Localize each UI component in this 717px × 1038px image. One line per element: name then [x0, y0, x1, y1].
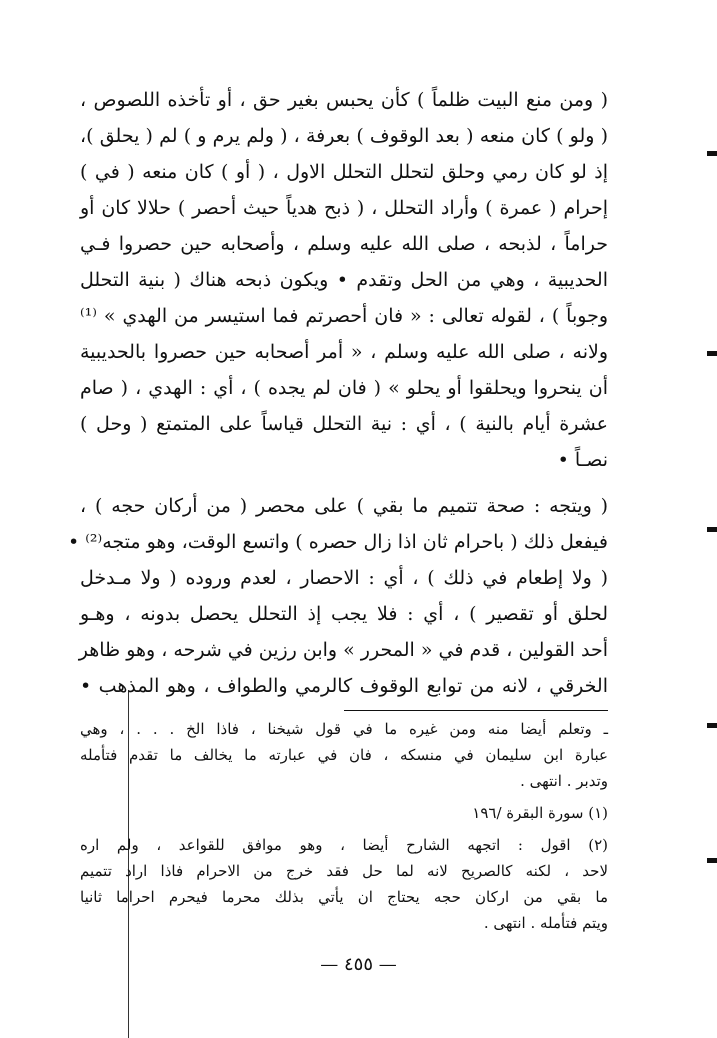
footnote-line: عبارة ابن سليمان في منسكه ، فان في عبارته ما يخالف ما تقدم فتأمله [80, 746, 608, 764]
text-line: الحديبية ، وهي من الحل وتقدم • ويكون ذبحه هناك ( بنية التحلل [80, 269, 608, 291]
margin-tab-mark [707, 151, 717, 156]
text-line: وجوباً ) ، لقوله تعالى : « فان أحصرتم فما استيسر من الهدي » ⁽¹⁾ [80, 305, 608, 327]
text-line: ( ولو ) كان منعه ( بعد الوقوف ) بعرفة ، ( ولم يرم و ) لم ( يحلق )، [80, 125, 608, 147]
page-number: — ٤٥٥ — [320, 954, 397, 975]
footnote-2-line: ما بقي من اركان حجه يحتاج ان يأتي بذلك محرما فيحرم احراما ثانيا [80, 888, 608, 906]
text-line: ( ويتجه : صحة تتميم ما بقي ) على محصر ( من أركان حجه ) ، [80, 495, 608, 517]
text-line: أحد القولين ، قدم في « المحرر » وابن رزين في شرحه ، وهو ظاهر [78, 639, 608, 661]
text-line: الخرقي ، لانه من توابع الوقوف كالرمي والطواف ، وهو المذهب • [80, 675, 608, 697]
margin-tab-mark [707, 858, 717, 863]
footnote-line: ـ وتعلم أيضا منه ومن غيره ما في قول شيخنا ، فاذا الخ . . . ، وهي [80, 720, 608, 738]
text-line: ( ولا إطعام في ذلك ) ، أي : الاحصار ، لعدم وروده ( ولا مـدخل [80, 567, 608, 589]
footnote-2-line: ويتم فتأمله . انتهى . [483, 914, 608, 932]
text-line: لحلق أو تقصير ) ، أي : فلا يجب إذ التحلل يحصل بدونه ، وهـو [80, 603, 608, 625]
text-line: ( ومن منع البيت ظلماً ) كأن يحبس بغير حق ، أو تأخذه اللصوص ، [80, 89, 608, 111]
footnote-separator [344, 710, 608, 711]
margin-tab-mark [707, 527, 717, 532]
text-line: ولانه ، صلى الله عليه وسلم ، « أمر أصحابه حين حصروا بالحديبية [80, 341, 608, 363]
footnote-1: (١) سورة البقرة /١٩٦ [472, 804, 608, 822]
footnote-line: وتدبر . انتهى . [520, 772, 608, 790]
text-line: حراماً ، لذبحه ، صلى الله عليه وسلم ، وأصحابه حين حصروا فـي [80, 233, 608, 255]
margin-tab-mark [707, 723, 717, 728]
footnote-2-line: لاحد ، لكنه كالصريح لانه لما حل فقد خرج من الاحرام فاذا اراد تتميم [80, 862, 609, 880]
margin-tab-mark [707, 351, 717, 356]
main-text-body [67, 82, 608, 704]
footnotes-section [80, 716, 608, 936]
text-line: إذ لو كان رمي وحلق لتحلل التحلل الاول ، ( أو ) كان منعه ( في ) [80, 161, 608, 183]
text-line: عشرة أيام بالنية ) ، أي : نية التحلل قياساً على المتمتع ( وحل ) [80, 413, 608, 435]
footnote-2-line: (٢) اقول : اتجهه الشارح أيضا ، وهو موافق للقواعد ، ولم اره [80, 836, 608, 854]
text-line: نصـاً • [557, 449, 608, 471]
text-line: إحرام ( عمرة ) وأراد التحلل ، ( ذبح هدياً حيث أحصر ) حلالا كان أو [80, 197, 608, 219]
text-line: فيفعل ذلك ( باحرام ثان اذا زال حصره ) واتسع الوقت، وهو متجه⁽²⁾ • [67, 531, 608, 553]
text-line: أن ينحروا ويحلقوا أو يحلو » ( فان لم يجده ) ، أي : الهدي ، ( صام [80, 377, 608, 399]
